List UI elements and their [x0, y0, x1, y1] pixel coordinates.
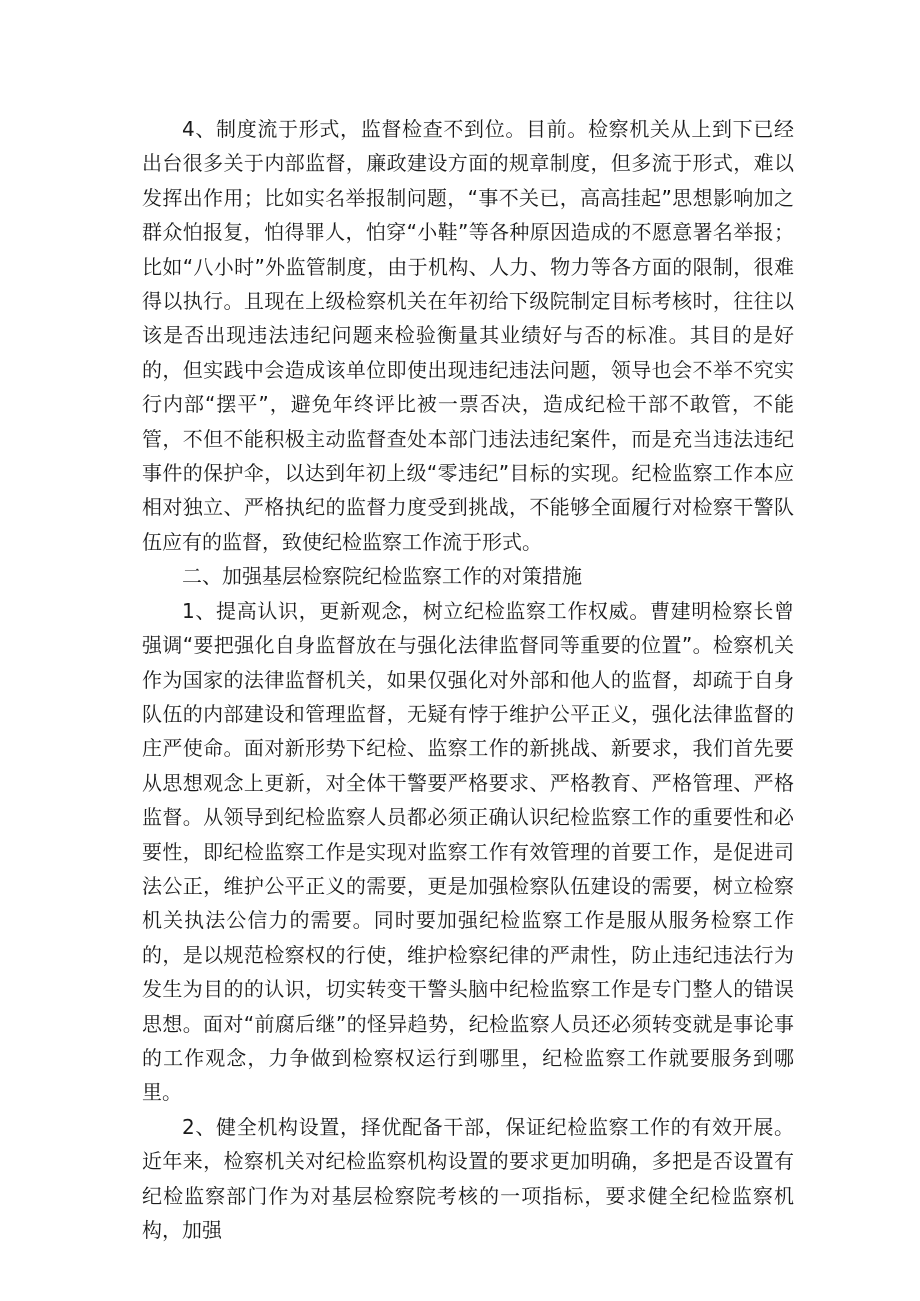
- document-body: [142, 112, 794, 1247]
- paragraph-improve-organization: 2、健全机构设置，择优配备干部，保证纪检监察工作的有效开展。近年来，检察机关对纪检监察机构设置的要求更加明确，多把是否设置有纪检监察部门作为对基层检察院考核的一项指标，要求健全纪检监察机构，加强: [142, 1114, 794, 1242]
- paragraph-raise-awareness: 1、提高认识，更新观念，树立纪检监察工作权威。曹建明检察长曾强调“要把强化自身监督放在与强化法律监督同等重要的位置”。检察机关作为国家的法律监督机关，如果仅强化对外部和他人的监督，却疏于自身队伍的内部建设和管理监督，无疑有悖于维护公平正义，强化法律监督的庄严使命。面对新形势下纪检、监察工作的新挑战、新要求，我们首先要从思想观念上更新，对全体干警要严格要求、严格教育、严格管理、严格监督。从领导到纪检监察人员都必须正确认识纪检监察工作的重要性和必要性，即纪检监察工作是实现对监察工作有效管理的首要工作，是促进司法公正，维护公平正义的需要，更是加强检察队伍建设的需要，树立检察机关执法公信力的需要。同时要加强纪检监察工作是服从服务检察工作的，是以规范检察权的行使，维护检察纪律的严肃性，防止违纪违法行为发生为目的的认识，切实转变干警头脑中纪检监察工作是专门整人的错误思想。面对“前腐后继”的怪异趋势，纪检监察人员还必须转变就是事论事的工作观念，力争做到检察权运行到哪里，纪检监察工作就要服务到哪里。: [142, 598, 794, 1105]
- paragraph-institution-formality: 4、制度流于形式，监督检查不到位。目前。检察机关从上到下已经出台很多关于内部监督，廉政建设方面的规章制度，但多流于形式，难以发挥出作用；比如实名举报制问题，“事不关已，高高挂起”思想影响加之群众怕报复，怕得罪人，怕穿“小鞋”等各种原因造成的不愿意署名举报；比如“八小时”外监管制度，由于机构、人力、物力等各方面的限制，很难得以执行。且现在上级检察机关在年初给下级院制定目标考核时，往往以该是否出现违法违纪问题来检验衡量其业绩好与否的标准。其目的是好的，但实践中会造成该单位即使出现违纪违法问题，领导也会不举不究实行内部“摆平”，避免年终评比被一票否决，造成纪检干部不敢管，不能管，不但不能积极主动监督查处本部门违法违纪案件，而是充当违法违纪事件的保护伞，以达到年初上级“零违纪”目标的实现。纪检监察工作本应相对独立、严格执纪的监督力度受到挑战，不能够全面履行对检察干警队伍应有的监督，致使纪检监察工作流于形式。: [142, 117, 794, 554]
- section-heading-countermeasures: 二、加强基层检察院纪检监察工作的对策措施: [182, 564, 582, 589]
